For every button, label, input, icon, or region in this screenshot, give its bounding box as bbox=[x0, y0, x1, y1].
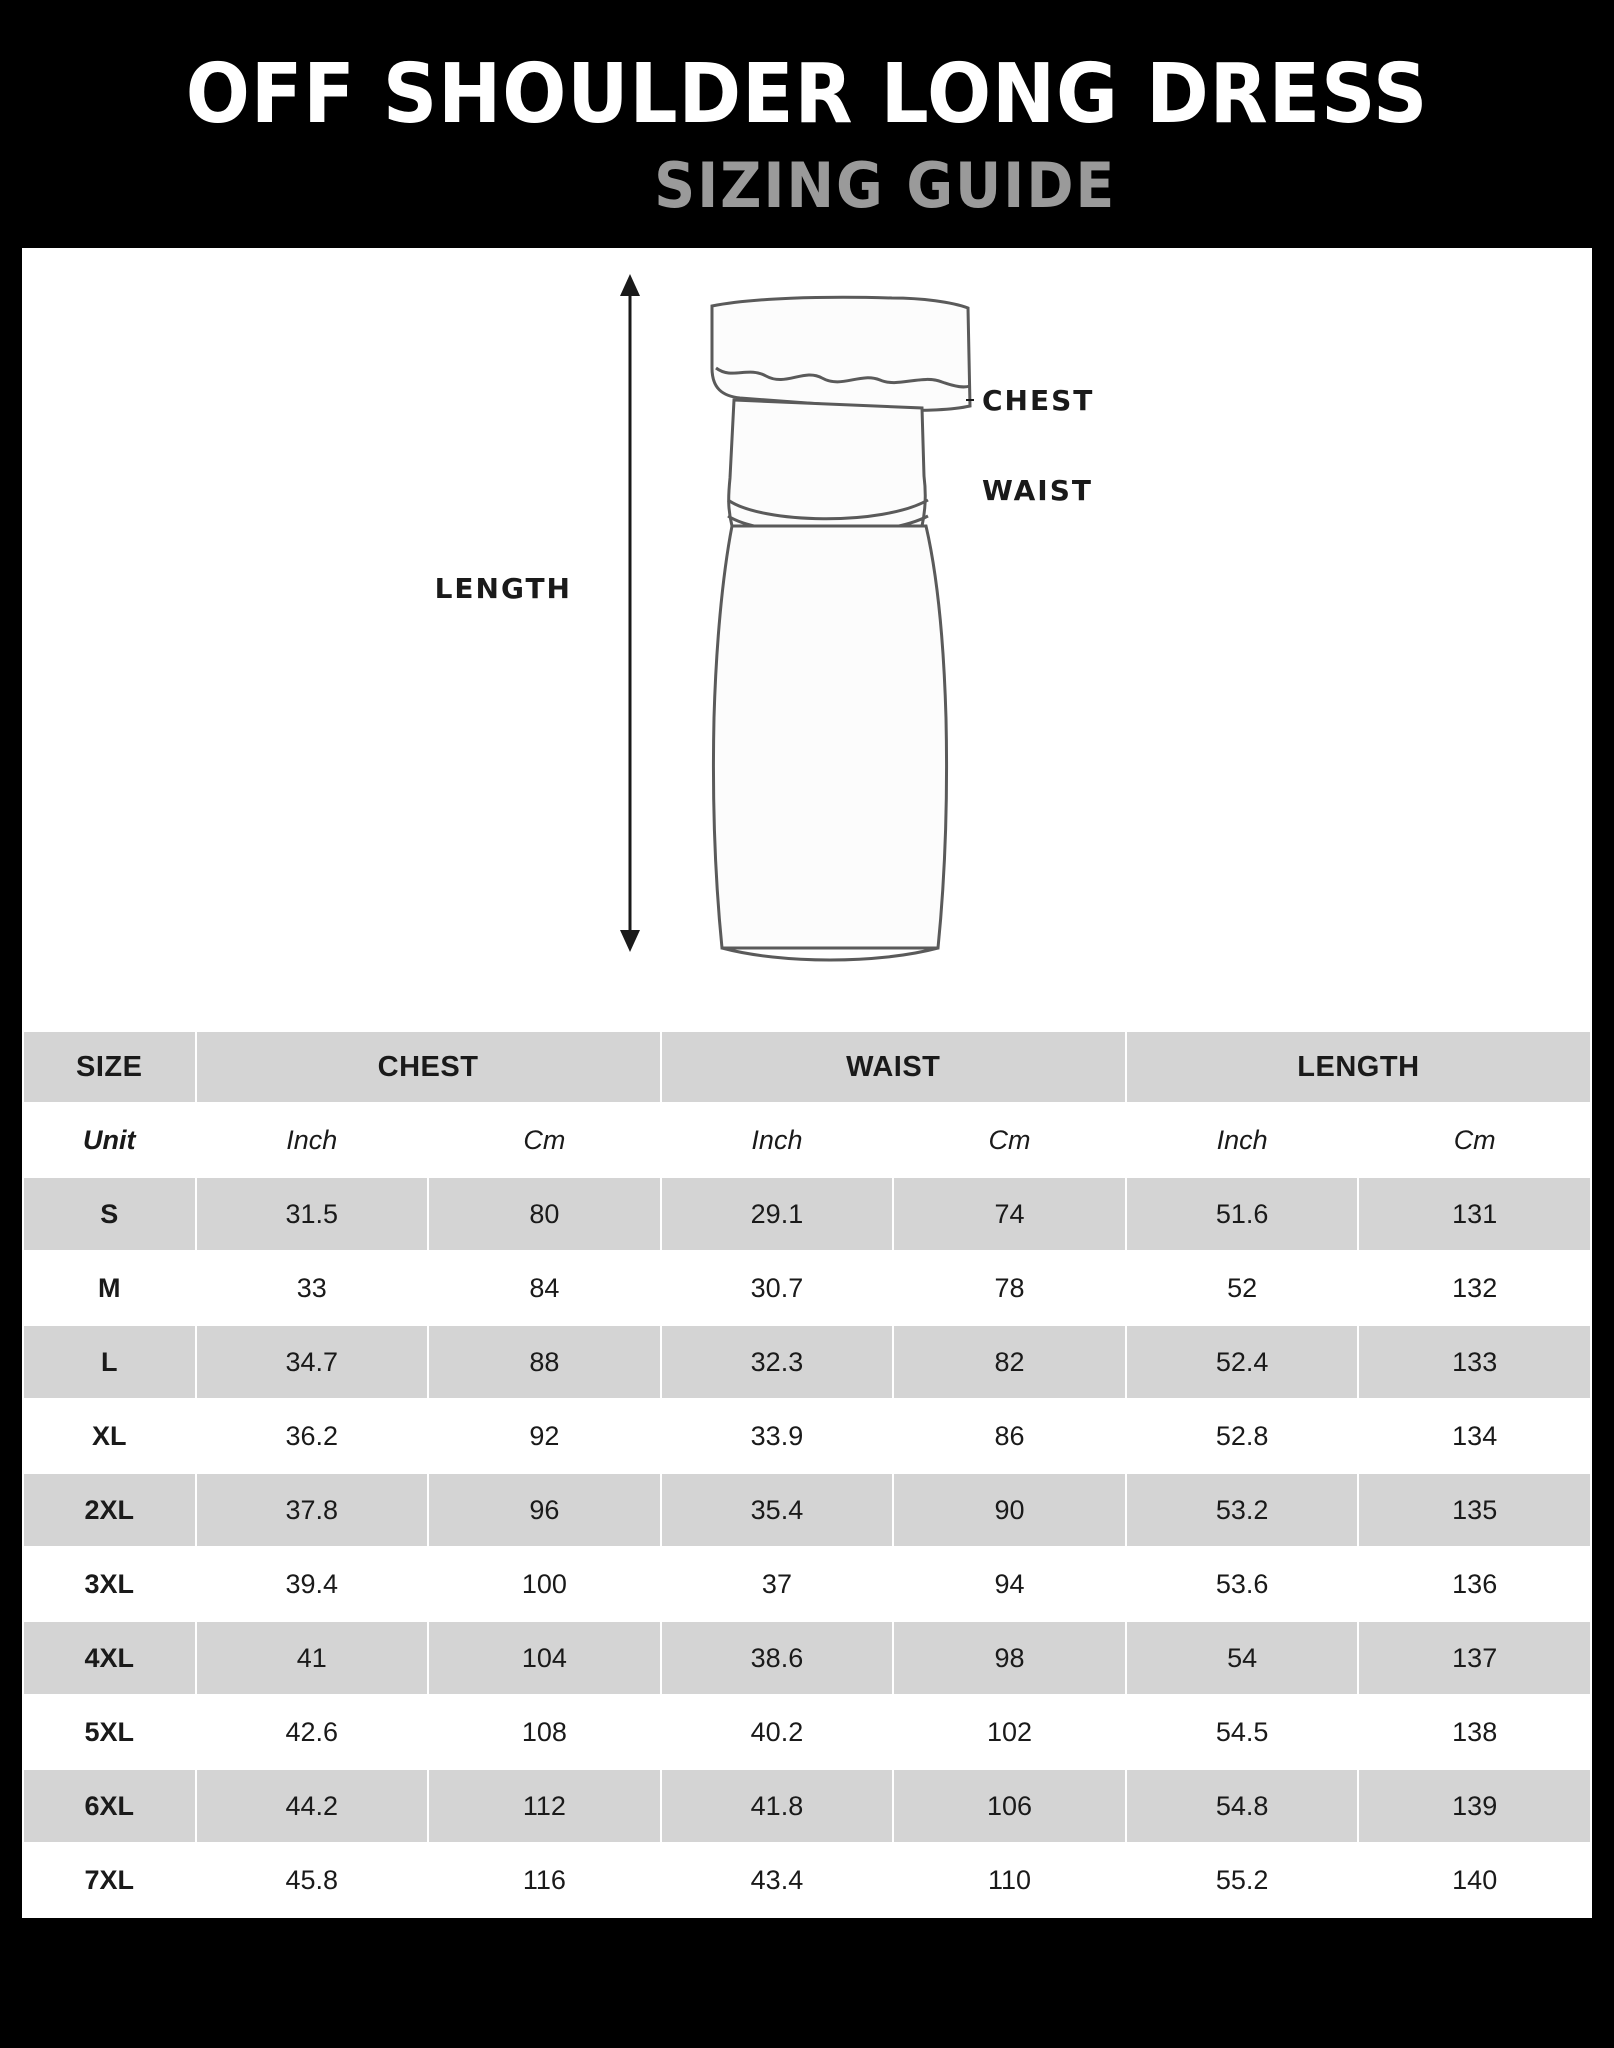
table-row bbox=[23, 1251, 1591, 1325]
header-waist: WAIST bbox=[661, 1031, 1126, 1103]
unit-waist-cm: Cm bbox=[893, 1103, 1126, 1177]
header-size: SIZE bbox=[23, 1031, 196, 1103]
row-chest-cm: 96 bbox=[428, 1473, 661, 1547]
row-chest-cm: 108 bbox=[428, 1695, 661, 1769]
row-chest-inch: 39.4 bbox=[196, 1547, 429, 1621]
row-size: XL bbox=[23, 1399, 196, 1473]
row-length-cm: 139 bbox=[1358, 1769, 1591, 1843]
row-size: 5XL bbox=[23, 1695, 196, 1769]
row-length-cm: 135 bbox=[1358, 1473, 1591, 1547]
header bbox=[0, 0, 1614, 240]
row-waist-cm: 110 bbox=[893, 1843, 1126, 1917]
table-row bbox=[23, 1621, 1591, 1695]
row-size: 2XL bbox=[23, 1473, 196, 1547]
unit-length-cm: Cm bbox=[1358, 1103, 1591, 1177]
row-size: M bbox=[23, 1251, 196, 1325]
row-waist-cm: 78 bbox=[893, 1251, 1126, 1325]
table-row bbox=[23, 1325, 1591, 1399]
size-table-wrap bbox=[22, 1030, 1592, 1918]
row-chest-cm: 100 bbox=[428, 1547, 661, 1621]
row-chest-inch: 33 bbox=[196, 1251, 429, 1325]
row-length-inch: 52.8 bbox=[1126, 1399, 1359, 1473]
row-chest-inch: 45.8 bbox=[196, 1843, 429, 1917]
row-length-cm: 140 bbox=[1358, 1843, 1591, 1917]
chest-label: CHEST bbox=[982, 384, 1095, 417]
row-waist-cm: 82 bbox=[893, 1325, 1126, 1399]
table-header-row bbox=[23, 1031, 1591, 1103]
row-waist-cm: 86 bbox=[893, 1399, 1126, 1473]
row-length-inch: 54.5 bbox=[1126, 1695, 1359, 1769]
row-waist-inch: 30.7 bbox=[661, 1251, 894, 1325]
waist-label: WAIST bbox=[982, 474, 1093, 507]
row-length-cm: 136 bbox=[1358, 1547, 1591, 1621]
row-waist-cm: 90 bbox=[893, 1473, 1126, 1547]
row-chest-inch: 42.6 bbox=[196, 1695, 429, 1769]
unit-chest-inch: Inch bbox=[196, 1103, 429, 1177]
table-row bbox=[23, 1399, 1591, 1473]
row-waist-inch: 43.4 bbox=[661, 1843, 894, 1917]
row-size: 3XL bbox=[23, 1547, 196, 1621]
row-size: 4XL bbox=[23, 1621, 196, 1695]
row-waist-inch: 32.3 bbox=[661, 1325, 894, 1399]
row-waist-inch: 33.9 bbox=[661, 1399, 894, 1473]
row-waist-cm: 102 bbox=[893, 1695, 1126, 1769]
row-waist-inch: 41.8 bbox=[661, 1769, 894, 1843]
row-waist-cm: 106 bbox=[893, 1769, 1126, 1843]
row-waist-cm: 98 bbox=[893, 1621, 1126, 1695]
row-length-inch: 53.6 bbox=[1126, 1547, 1359, 1621]
row-chest-cm: 104 bbox=[428, 1621, 661, 1695]
header-length: LENGTH bbox=[1126, 1031, 1591, 1103]
unit-length-inch: Inch bbox=[1126, 1103, 1359, 1177]
page-title: OFF SHOULDER LONG DRESS bbox=[185, 47, 1429, 142]
row-chest-inch: 44.2 bbox=[196, 1769, 429, 1843]
row-chest-inch: 31.5 bbox=[196, 1177, 429, 1251]
length-label: LENGTH bbox=[434, 572, 572, 605]
illustration-panel bbox=[22, 248, 1592, 1030]
row-chest-inch: 41 bbox=[196, 1621, 429, 1695]
row-waist-inch: 29.1 bbox=[661, 1177, 894, 1251]
row-length-cm: 138 bbox=[1358, 1695, 1591, 1769]
row-chest-cm: 92 bbox=[428, 1399, 661, 1473]
row-waist-cm: 74 bbox=[893, 1177, 1126, 1251]
row-length-cm: 133 bbox=[1358, 1325, 1591, 1399]
unit-chest-cm: Cm bbox=[428, 1103, 661, 1177]
row-size: 6XL bbox=[23, 1769, 196, 1843]
table-unit-row bbox=[23, 1103, 1591, 1177]
row-waist-cm: 94 bbox=[893, 1547, 1126, 1621]
unit-label: Unit bbox=[23, 1103, 196, 1177]
row-waist-inch: 35.4 bbox=[661, 1473, 894, 1547]
table-row bbox=[23, 1547, 1591, 1621]
row-length-cm: 131 bbox=[1358, 1177, 1591, 1251]
row-length-inch: 54 bbox=[1126, 1621, 1359, 1695]
row-length-inch: 52.4 bbox=[1126, 1325, 1359, 1399]
row-length-inch: 55.2 bbox=[1126, 1843, 1359, 1917]
row-chest-cm: 112 bbox=[428, 1769, 661, 1843]
unit-waist-inch: Inch bbox=[661, 1103, 894, 1177]
row-waist-inch: 38.6 bbox=[661, 1621, 894, 1695]
row-waist-inch: 37 bbox=[661, 1547, 894, 1621]
row-length-cm: 132 bbox=[1358, 1251, 1591, 1325]
row-chest-cm: 88 bbox=[428, 1325, 661, 1399]
row-size: L bbox=[23, 1325, 196, 1399]
table-row bbox=[23, 1695, 1591, 1769]
table-row bbox=[23, 1177, 1591, 1251]
row-waist-inch: 40.2 bbox=[661, 1695, 894, 1769]
row-chest-inch: 34.7 bbox=[196, 1325, 429, 1399]
table-row bbox=[23, 1843, 1591, 1917]
dress-shape bbox=[712, 297, 970, 960]
row-chest-inch: 36.2 bbox=[196, 1399, 429, 1473]
row-length-inch: 51.6 bbox=[1126, 1177, 1359, 1251]
row-size: S bbox=[23, 1177, 196, 1251]
row-chest-cm: 80 bbox=[428, 1177, 661, 1251]
length-arrow-icon bbox=[620, 274, 640, 952]
size-table bbox=[22, 1030, 1592, 1918]
row-length-cm: 137 bbox=[1358, 1621, 1591, 1695]
header-chest: CHEST bbox=[196, 1031, 661, 1103]
row-length-inch: 54.8 bbox=[1126, 1769, 1359, 1843]
row-chest-cm: 116 bbox=[428, 1843, 661, 1917]
row-length-inch: 52 bbox=[1126, 1251, 1359, 1325]
dress-diagram bbox=[22, 248, 1592, 1030]
row-length-inch: 53.2 bbox=[1126, 1473, 1359, 1547]
row-size: 7XL bbox=[23, 1843, 196, 1917]
row-chest-inch: 37.8 bbox=[196, 1473, 429, 1547]
table-row bbox=[23, 1769, 1591, 1843]
row-chest-cm: 84 bbox=[428, 1251, 661, 1325]
table-row bbox=[23, 1473, 1591, 1547]
page-subtitle: SIZING GUIDE bbox=[654, 149, 1117, 222]
row-length-cm: 134 bbox=[1358, 1399, 1591, 1473]
